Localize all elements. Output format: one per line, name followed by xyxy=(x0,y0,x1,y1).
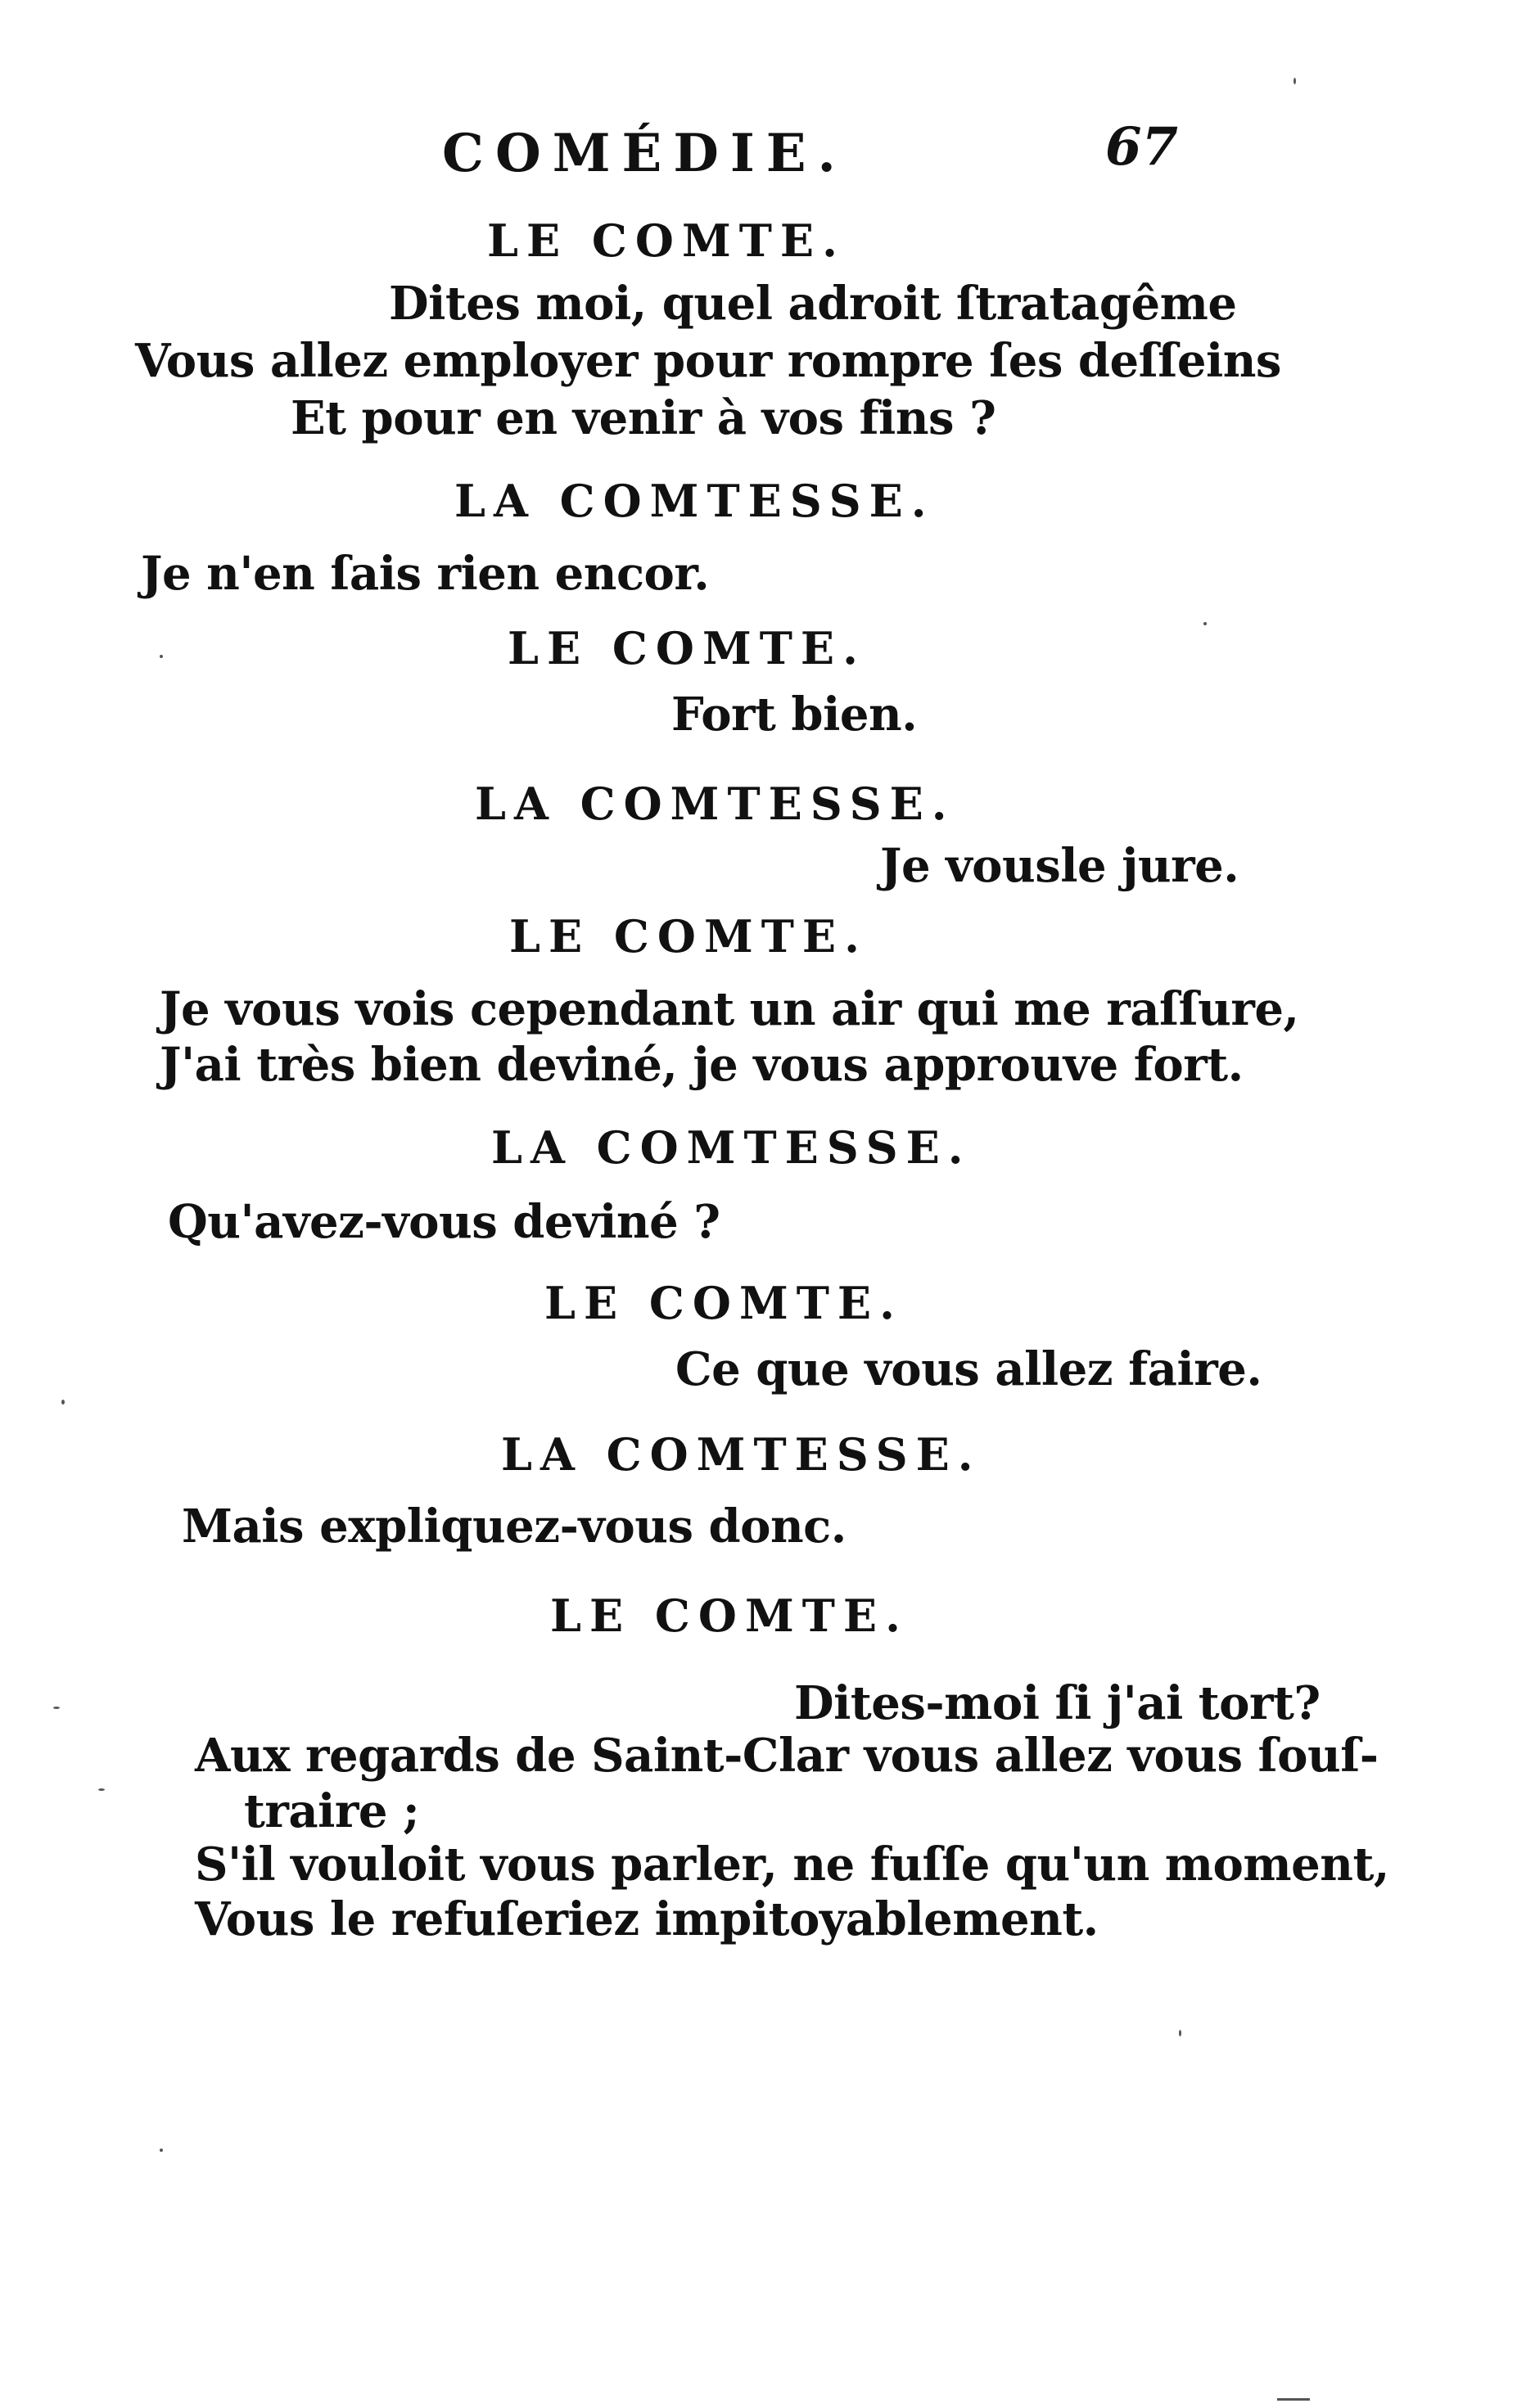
ink-speck xyxy=(1293,78,1296,84)
ink-speck xyxy=(1179,2030,1181,2036)
verse-line: S'il vouloit vous parler, ne fuſſe qu'un moment, xyxy=(195,1838,1389,1892)
speaker-label: LE COMTE. xyxy=(487,214,846,267)
ink-speck xyxy=(98,1788,105,1791)
verse-line: Je vous vois cependant un air qui me raſſure, xyxy=(160,982,1299,1036)
verse-line: J'ai très bien deviné, je vous approuve fort. xyxy=(160,1038,1244,1092)
ink-speck xyxy=(160,655,163,658)
verse-line: Ce que vous allez faire. xyxy=(675,1342,1262,1396)
verse-line: Je vousle jure. xyxy=(880,839,1239,893)
speaker-label: LE COMTE. xyxy=(509,910,868,963)
speaker-label: LE COMTE. xyxy=(544,1277,903,1329)
verse-line: Dites moi, quel adroit ſtratagême xyxy=(389,277,1237,331)
verse-line: Vous le refuſeriez impitoyablement. xyxy=(195,1892,1099,1946)
verse-line: Dites-moi ſi j'ai tort? xyxy=(794,1676,1321,1730)
speaker-label: LA COMTESSE. xyxy=(454,475,935,527)
verse-line: traire ; xyxy=(244,1784,420,1838)
ink-speck xyxy=(1203,622,1207,625)
verse-line: Aux regards de Saint-Clar vous allez vous ſouſ- xyxy=(195,1729,1379,1783)
verse-line: Et pour en venir à vos fins ? xyxy=(291,391,996,445)
verse-line: Fort bien. xyxy=(671,688,918,742)
verse-line: Je n'en ſais rien encor. xyxy=(141,547,710,601)
speaker-label: LA COMTESSE. xyxy=(491,1121,972,1174)
page-number: 67 xyxy=(1105,116,1179,178)
verse-line: Vous allez employer pour rompre ſes deſſeins xyxy=(135,334,1281,388)
running-head: COMÉDIE. xyxy=(442,123,847,184)
speaker-label: LE COMTE. xyxy=(550,1590,909,1642)
ink-speck xyxy=(53,1707,60,1709)
speaker-label: LE COMTE. xyxy=(508,622,866,674)
ink-speck xyxy=(61,1400,65,1405)
speaker-label: LA COMTESSE. xyxy=(475,778,955,830)
ink-speck xyxy=(1277,2398,1310,2401)
speaker-label: LA COMTESSE. xyxy=(501,1428,982,1481)
verse-line: Qu'avez-vous deviné ? xyxy=(168,1195,720,1249)
ink-speck xyxy=(160,2149,163,2152)
verse-line: Mais expliquez-vous donc. xyxy=(182,1499,847,1553)
